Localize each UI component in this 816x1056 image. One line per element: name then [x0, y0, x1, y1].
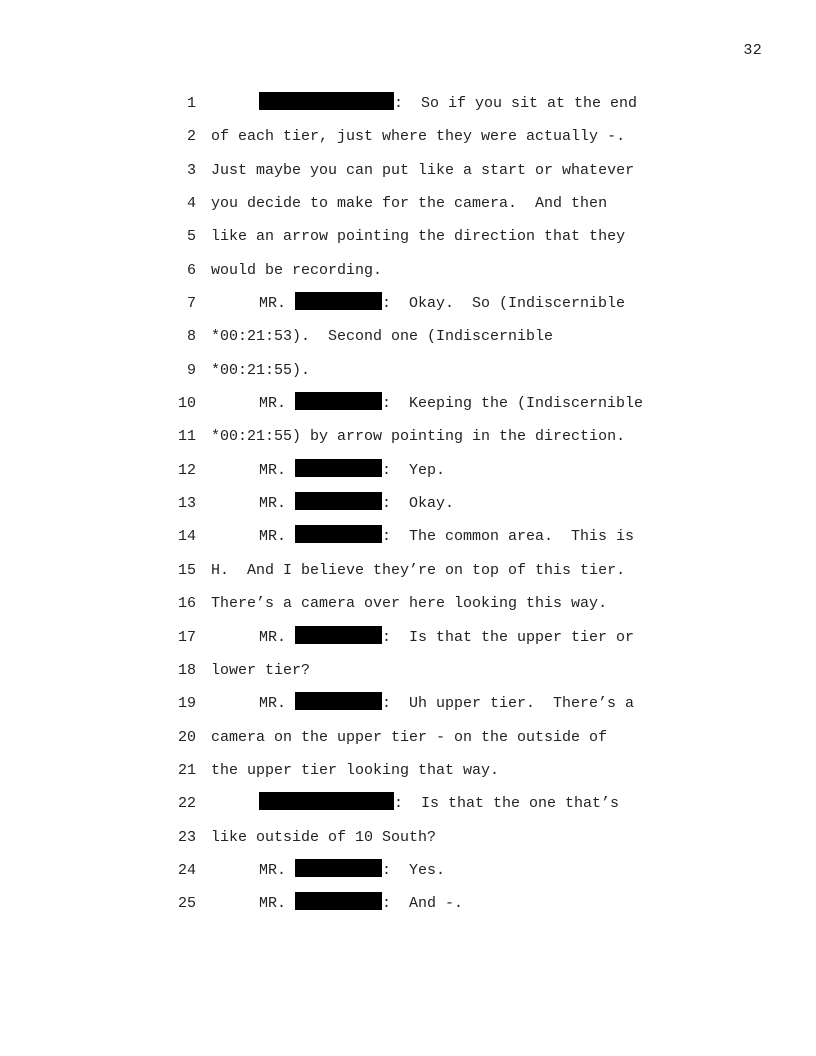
transcript-body [0, 87, 816, 921]
transcript-line [0, 821, 816, 854]
spoken-text: : Okay. So (Indiscernible [382, 295, 626, 313]
redaction-bar [295, 626, 382, 644]
redaction-bar [295, 525, 382, 543]
line-number: 11 [177, 428, 196, 446]
spoken-text: *00:21:55). [211, 361, 311, 379]
line-text [211, 187, 607, 220]
line-text [211, 587, 607, 620]
line-number: 22 [177, 795, 196, 813]
line-text [211, 320, 553, 353]
line-number: 12 [177, 461, 196, 479]
transcript-line [0, 887, 816, 920]
transcript-line [0, 220, 816, 253]
redaction-bar [295, 492, 382, 510]
line-text [259, 287, 625, 320]
transcript-line [0, 520, 816, 553]
spoken-text: : Okay. [382, 495, 455, 513]
line-text [211, 220, 625, 253]
line-text [211, 120, 625, 153]
line-text [259, 854, 445, 887]
spoken-text: : Yes. [382, 861, 446, 879]
line-number: 3 [186, 161, 196, 179]
line-number: 19 [177, 695, 196, 713]
transcript-line [0, 454, 816, 487]
transcript-line [0, 654, 816, 687]
redaction-bar [259, 92, 394, 110]
speaker-prefix: MR. [259, 495, 296, 513]
spoken-text: *00:21:55) by arrow pointing in the direction. [211, 428, 626, 446]
transcript-line [0, 354, 816, 387]
transcript-line [0, 420, 816, 453]
spoken-text: : Is that the upper tier or [382, 628, 635, 646]
line-text [259, 454, 445, 487]
speaker-prefix: MR. [259, 695, 296, 713]
line-text [211, 354, 310, 387]
line-number: 18 [177, 661, 196, 679]
transcript-line [0, 754, 816, 787]
line-text [211, 554, 625, 587]
line-number: 25 [177, 895, 196, 913]
spoken-text: you decide to make for the camera. And then [211, 195, 608, 213]
line-number: 2 [186, 128, 196, 146]
line-number: 20 [177, 728, 196, 746]
spoken-text: : The common area. This is [382, 528, 635, 546]
line-text [259, 520, 634, 553]
transcript-line [0, 854, 816, 887]
redaction-bar [295, 459, 382, 477]
line-text [259, 87, 637, 120]
transcript-line [0, 387, 816, 420]
line-number: 5 [186, 228, 196, 246]
line-number: 1 [186, 95, 196, 112]
redaction-bar [295, 892, 382, 910]
transcript-line [0, 254, 816, 287]
speaker-prefix: MR. [259, 861, 296, 879]
spoken-text: like an arrow pointing the direction that they [211, 228, 626, 246]
line-number: 24 [177, 861, 196, 879]
transcript-line [0, 287, 816, 320]
spoken-text: lower tier? [211, 661, 311, 679]
spoken-text: : And -. [382, 895, 464, 913]
line-text [211, 654, 310, 687]
line-number: 4 [186, 195, 196, 213]
line-text [259, 621, 634, 654]
redaction-bar [295, 859, 382, 877]
transcript-line [0, 487, 816, 520]
spoken-text: like outside of 10 South? [211, 828, 437, 846]
transcript-line [0, 721, 816, 754]
spoken-text: : Keeping the (Indiscernible [382, 395, 644, 413]
spoken-text: H. And I believe they’re on top of this tier. [211, 561, 626, 579]
line-text [211, 254, 382, 287]
transcript-line [0, 87, 816, 120]
transcript-line [0, 587, 816, 620]
line-text [259, 687, 634, 720]
speaker-prefix: MR. [259, 461, 296, 479]
line-text [259, 787, 619, 820]
redaction-bar [259, 792, 394, 810]
line-number: 14 [177, 528, 196, 546]
line-text [211, 754, 499, 787]
spoken-text: : So if you sit at the end [394, 95, 638, 112]
spoken-text: *00:21:53). Second one (Indiscernible [211, 328, 554, 346]
line-number: 15 [177, 561, 196, 579]
page-number: 32 [743, 42, 762, 59]
redaction-bar [295, 392, 382, 410]
speaker-prefix: MR. [259, 895, 296, 913]
spoken-text: would be recording. [211, 261, 383, 279]
line-number: 8 [186, 328, 196, 346]
line-number: 7 [186, 295, 196, 313]
line-number: 21 [177, 761, 196, 779]
redaction-bar [295, 692, 382, 710]
spoken-text: camera on the upper tier - on the outside of [211, 728, 608, 746]
spoken-text: There’s a camera over here looking this way. [211, 595, 608, 613]
line-number: 23 [177, 828, 196, 846]
line-number: 10 [177, 395, 196, 413]
line-text [211, 721, 607, 754]
speaker-prefix: MR. [259, 628, 296, 646]
line-number: 13 [177, 495, 196, 513]
speaker-prefix: MR. [259, 395, 296, 413]
spoken-text: : Yep. [382, 461, 446, 479]
line-number: 17 [177, 628, 196, 646]
line-number: 9 [186, 361, 196, 379]
line-text [211, 420, 625, 453]
transcript-line [0, 154, 816, 187]
line-text [211, 154, 634, 187]
transcript-line [0, 621, 816, 654]
transcript-line [0, 187, 816, 220]
line-text [259, 387, 643, 420]
spoken-text: the upper tier looking that way. [211, 761, 500, 779]
transcript-line [0, 687, 816, 720]
transcript-line [0, 554, 816, 587]
transcript-line [0, 787, 816, 820]
transcript-line [0, 120, 816, 153]
speaker-prefix: MR. [259, 528, 296, 546]
speaker-prefix: MR. [259, 295, 296, 313]
redaction-bar [295, 292, 382, 310]
spoken-text: of each tier, just where they were actually -. [211, 128, 626, 146]
spoken-text: : Is that the one that’s [394, 795, 620, 813]
transcript-line [0, 320, 816, 353]
spoken-text: : Uh upper tier. There’s a [382, 695, 635, 713]
line-text [259, 887, 463, 920]
line-number: 16 [177, 595, 196, 613]
line-text [211, 821, 436, 854]
spoken-text: Just maybe you can put like a start or whatever [211, 161, 635, 179]
line-number: 6 [186, 261, 196, 279]
line-text [259, 487, 454, 520]
